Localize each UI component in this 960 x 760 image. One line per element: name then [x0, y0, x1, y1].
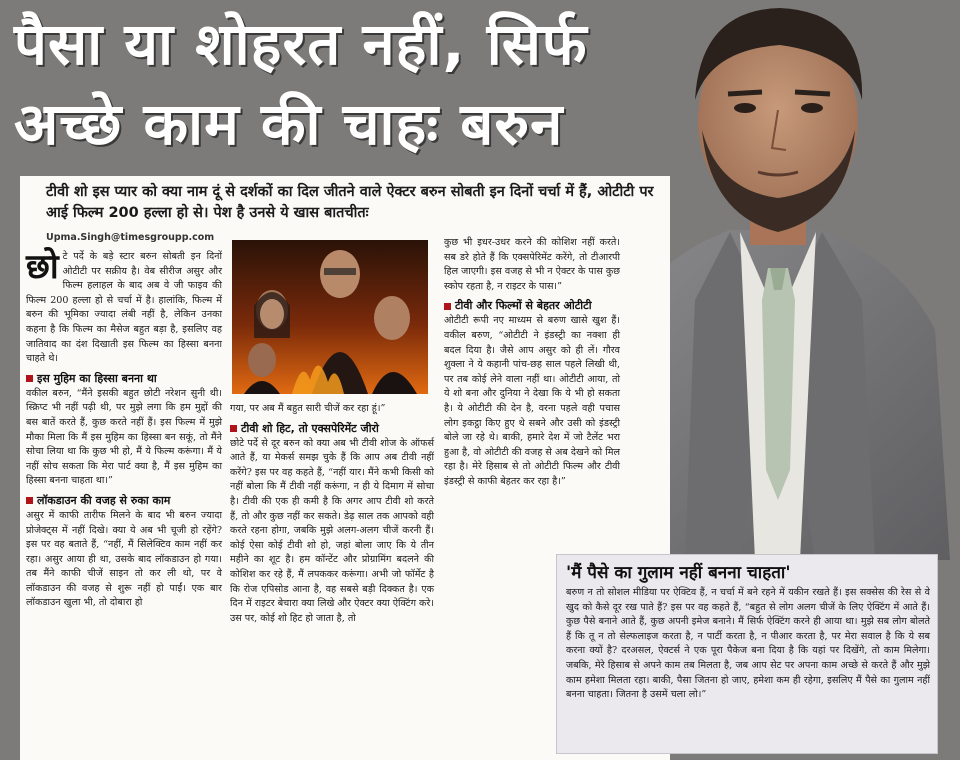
quote-title: 'मैं पैसे का गुलाम नहीं बनना चाहता' [566, 563, 791, 583]
subheading-text: टीवी शो हिट, तो एक्सपेरिमेंट जीरो [241, 421, 379, 435]
article-column-3 [444, 236, 620, 492]
headline-line-1: पैसा या शोहरत नहीं, सिर्फ [14, 10, 588, 78]
column-1-paragraph-1 [26, 247, 222, 367]
movie-poster-image [232, 240, 428, 394]
subheading [444, 298, 620, 313]
column-3-paragraph-0: कुछ भी इधर-उधर करने की कोशिश नहीं करते। सब डरे होते हैं कि एक्सपेरिमेंट करेंगे, तो टीआरपी हिल जाएगी। इस वजह से भी न ऐक्टर के पास कुछ स्कोप रहता है, न राइटर के पास।” [444, 237, 620, 292]
column-1-paragraph-1-text: टे पर्दे के बड़े स्टार बरुन सोबती इन दिनों ओटीटी पर सक्रीय है। वेब सीरीज असुर और फिल्म हलाहल के बाद अब वे जी फाइव की फिल्म 200 हल्ला हो से चर्चा में है। हालांकि, फिल्म में बरुन की भूमिका ज्यादा लंबी नहीं है, लेकिन उनका कहना है कि फिल्म का मैसेज बहुत बड़ा है, इसलिए वह जातिवाद का दंश दिखाती इस फिल्म का हिस्सा बनना चाहते थे। [26, 251, 222, 365]
article-column-1 [26, 247, 222, 613]
subheading-text: लॉकडाउन की वजह से रुका काम [37, 493, 171, 507]
column-3-paragraph-1: ओटीटी रूपी नए माध्यम से बरुण खासे खुश हैं। वकील बरुण, “ओटीटी ने इंडस्ट्री का नक्शा ही बदल दिया है। जैसे आप असुर को ही लें। गौरव शुक्ला ने ये कहानी पांच-छह साल पहले लिखी थी, पर तब कोई लेने वाला नहीं था। ओटीटी आया, तो ये शो बना और दुनिया ने देखा कि ये भी हो सकता है। ये ओटीटी की देन है, वरना पहले वही पचास लोग इकट्ठा किए हुए थे सबने और उसी को इंडस्ट्री बोले जा रहे थे। बाकी, हमारे देश में जो टैलेंट भरा हुआ है, वो ओटीटी की वजह से अब देखने को मिल रहा है। मेरे हिसाब से तो ओटीटी फिल्म और टीवी इंडस्ट्री से काफी बेहतर कर रहा है।” [444, 315, 620, 487]
drop-cap: छो [26, 247, 59, 287]
subheading [230, 421, 434, 436]
subheading [26, 371, 222, 386]
headline [14, 4, 674, 164]
quote-text: बरुण न तो सोशल मीडिया पर ऐक्टिव हैं, न चर्चा में बने रहने में यकीन रखते हैं। इस सक्सेस की रेस से वे खुद को कैसे दूर रख पाते हैं? इस पर वह कहते हैं, “बहुत से लोग अलग चीजें के लिए ऐक्टिंग में आते हैं। कुछ पैसे बनाने आते हैं, कुछ अपनी इमेज बनाने। मैं सिर्फ ऐक्टिंग करने ही आया था। मुझे सब लोग बोलते हैं कि तू न तो सेल्फलाइज करता है, न पार्टी करता है, न पीआर करता है, पर मेरा सवाल है कि ये सब करना क्यों है? दरअसल, ऐक्टर्स ने एक पूरा पैकेज बना दिया है कि यहां पर दिखेंगे, तो काम मिलेगा। जबकि, मेरे हिसाब से अपने काम तब मिलता है, जब आप सेट पर अपना काम अच्छे से करते हैं और मुझे काम हमेशा मिलता रहा। बाकी, पैसा जितना हो जाए, हमेशा कम ही रहेगा, इसलिए मैं पैसे का गुलाम नहीं बनना चाहता। जितना है उसमें चला लो।” [566, 587, 930, 701]
subheading [26, 493, 222, 508]
subheading-text: टीवी और फिल्मों से बेहतर ओटीटी [455, 299, 592, 313]
square-bullet-icon [26, 497, 33, 504]
square-bullet-icon [26, 375, 33, 382]
byline: Upma.Singh@timesgroupp.com [46, 232, 215, 243]
subheading-text: इस मुहिम का हिस्सा बनना था [37, 371, 157, 385]
article-intro: टीवी शो इस प्यार को क्या नाम दूं से दर्शकों का दिल जीतने वाले ऐक्टर बरुन सोबती इन दिनों चर्चा में हैं, ओटीटी पर आई फिल्म 200 हल्ला हो से। पेश है उनसे ये खास बातचीतः [46, 184, 654, 221]
column-1-paragraph-2: वकील बरुन, “मैंने इसकी बहुत छोटी नरेशन सुनी थी। स्क्रिप्ट भी नहीं पढ़ी थी, पर मुझे लगा कि हम मुद्दों की बस बातें करते हैं, कुछ करते नहीं हैं। इस फिल्म में मुझे मौका मिला कि मैं इस मुहिम का हिस्सा बन सकूं, तो मैंने सोचा लिया था कि कुछ भी हो, मैं ये फिल्म करूंगा। मैं ये नहीं सोच सकता कि मेरा पार्ट क्या है, मैं इस मुहिम का हिस्सा बनना चाहता था।” [26, 387, 222, 487]
column-2-paragraph-1: छोटे पर्दे से दूर बरुन को क्या अब भी टीवी शोज के ऑफर्स आते हैं, या मेकर्स समझ चुके हैं कि आप अब टीवी नहीं करेंगे? इस पर वह कहते हैं, “नहीं यार। मैंने कभी किसी को नहीं बोला कि मैं टीवी नहीं करूंगा, न ही ये दिमाग में सोचा है। टीवी की एक ही कमी है कि अगर आप टीवी शो करते हैं, तो और कुछ नहीं कर सकते। डेढ़ साल तक आपको वही करते रहना होगा, जबकि मुझे अलग-अलग चीजें करनी हैं। कोई ऐसा कोई टीवी शो हो, जहां बोला जाए कि ये तीन महीने का शूट है। हम कॉन्टेंट और प्रोग्रामिंग बदलने की कोशिश कर रहे हैं, मैं लपककर करूंगा। अभी जो फॉर्मेट है कि रोज एपिसोड आना है, वह सबसे बड़ी दिक्कत है। एक दिन में राइटर बेचारा क्या लिखे और ऐक्टर क्या ऐक्टिंग करे। उस पर, कोई शो हिट हो जाता है, तो [230, 437, 434, 624]
square-bullet-icon [444, 303, 451, 310]
column-1-paragraph-3: असुर में काफी तारीफ मिलने के बाद भी बरुन ज्यादा प्रोजेक्ट्स में नहीं दिखे। क्या ये अब भी चूजी हो रहेंगे? इस पर वह बताते हैं, “नहीं, मैं सिलेक्टिव काम नहीं कर रहा। असुर आया ही था, उसके बाद लॉकडाउन हो गया। तब मैंने काफी चीजें साइन तो कर ली थो, पर वे लॉकडाउन की वजह से शुरू नहीं हो पाईं। एक बार लॉकडाउन खुला भी, तो दोबारा हो [26, 509, 222, 609]
article-column-2 [230, 402, 434, 628]
column-2-paragraph-0: गया, पर अब मैं बहुत सारी चीजें कर रहा हूं।” [230, 403, 386, 414]
headline-line-2: अच्छे काम की चाहः बरुन [14, 90, 564, 158]
square-bullet-icon [230, 425, 237, 432]
